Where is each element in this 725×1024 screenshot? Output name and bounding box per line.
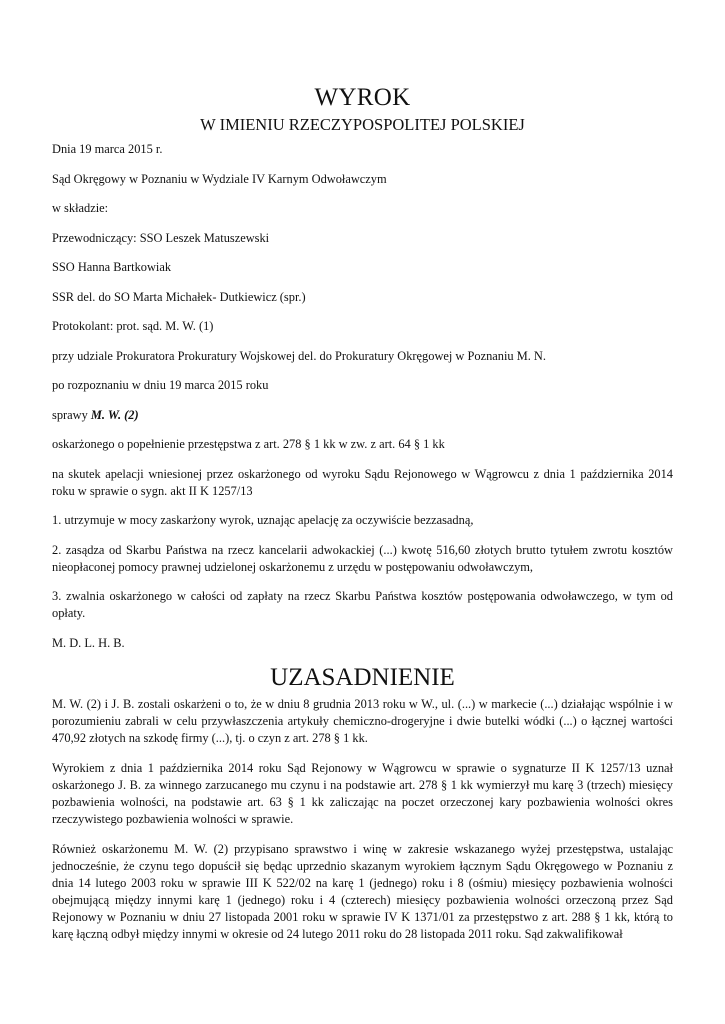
ruling-item: 3. zwalnia oskarżonego w całości od zapłaty na rzecz Skarbu Państwa kosztów postępowania odwoławczego, w tym od opłaty. — [52, 589, 673, 620]
judgment-date: Dnia 19 marca 2015 r. — [52, 142, 163, 156]
case-prefix: sprawy — [52, 407, 91, 422]
document-page — [52, 84, 673, 956]
document-subtitle: W IMIENIU RZECZYPOSPOLITEJ POLSKIEJ — [200, 115, 525, 134]
court-clerk: Protokolant: prot. sąd. M. W. (1) — [52, 319, 214, 333]
ruling-item: 2. zasądza od Skarbu Państwa na rzecz kancelarii adwokackiej (...) kwotę 516,60 złotych brutto tytułem zwrotu kosztów nieopłaconej pomocy prawnej udzielonej oskarżonemu z urzędu w postępowaniu odwoławczym, — [52, 542, 673, 574]
court-name: Sąd Okręgowy w Poznaniu w Wydziale IV Karnym Odwoławczym — [52, 171, 387, 186]
charge-line: oskarżonego o popełnienie przestępstwa z art. 278 § 1 kk w zw. z art. 64 § 1 kk — [52, 437, 445, 451]
justification-paragraph: M. W. (2) i J. B. zostali oskarżeni o to, że w dniu 8 grudnia 2013 roku w W., ul. (...) w markecie (...) działając wspólnie i w porozumieniu zabrali w celu przywłaszczenia artykuły chemiczno-drogeryjne i dwie butelki wódki (...) o łącznej wartości 470,92 złotych na szkodę firmy (...), tj. o czyn z art. 278 § 1 kk. — [52, 697, 673, 745]
presiding-judge: Przewodniczący: SSO Leszek Matuszewski — [52, 230, 270, 245]
appeal-line: na skutek apelacji wniesionej przez oskarżonego od wyroku Sądu Rejonowego w Wągrowcu z dnia 1 października 2014 roku w sprawie o sygn. akt II K 1257/13 — [52, 466, 673, 498]
ruling-item: 1. utrzymuje w mocy zaskarżony wyrok, uznając apelację za oczywiście bezzasadną, — [52, 513, 474, 527]
justification-paragraph: Wyrokiem z dnia 1 października 2014 roku Sąd Rejonowy w Wągrowcu w sprawie o sygnaturze II K 1257/13 uznał oskarżonego J. B. za winnego zarzucanego mu czynu i na podstawie art. 278 § 1 kk wymierzył mu karę 3 (trzech) miesięcy pozbawienia wolności, na podstawie art. 63 § 1 kk zaliczając na poczet orzeczonej kary pozbawienia wolności okres rzeczywistego pozbawienia wolności w sprawie. — [52, 761, 673, 826]
signatures: M. D. L. H. B. — [52, 635, 125, 650]
document-title: WYROK — [314, 84, 411, 111]
prosecutor-line: przy udziale Prokuratora Prokuratury Wojskowej del. do Prokuratury Okręgowej w Poznaniu M. N. — [52, 348, 546, 363]
justification-paragraph: Również oskarżonemu M. W. (2) przypisano sprawstwo i winę w zakresie wskazanego wyżej przestępstwa, ustalając jednocześnie, że czynu tego dopuścił się będąc uprzednio skazanym wyrokiem łącznym Sądu Okręgowego w Poznaniu z dnia 14 lutego 2003 roku w sprawie III K 522/02 na karę 1 (jednego) roku i 8 (ośmiu) miesięcy pozbawienia wolności obejmującą między innymi karę 1 (jednego) roku i 4 (czterech) miesięcy pozbawienia wolności orzeczoną przez Sąd Rejonowy w Poznaniu w dniu 27 listopada 2001 roku w sprawie IV K 1371/01 za przestępstwo z art. 288 § 1 kk, którą to karę łączną odbył między innymi w okresie od 24 lutego 2011 roku do 28 listopada 2011 roku. Sąd zakwalifikował — [52, 842, 673, 941]
defendant-name: M. W. (2) — [90, 407, 139, 422]
case-line — [52, 407, 673, 424]
judge-3: SSR del. do SO Marta Michałek- Dutkiewicz (spr.) — [52, 289, 306, 304]
composition-label: w składzie: — [52, 201, 109, 215]
hearing-date: po rozpoznaniu w dniu 19 marca 2015 roku — [52, 378, 269, 392]
judge-2: SSO Hanna Bartkowiak — [52, 260, 172, 274]
justification-title: UZASADNIENIE — [270, 664, 455, 691]
